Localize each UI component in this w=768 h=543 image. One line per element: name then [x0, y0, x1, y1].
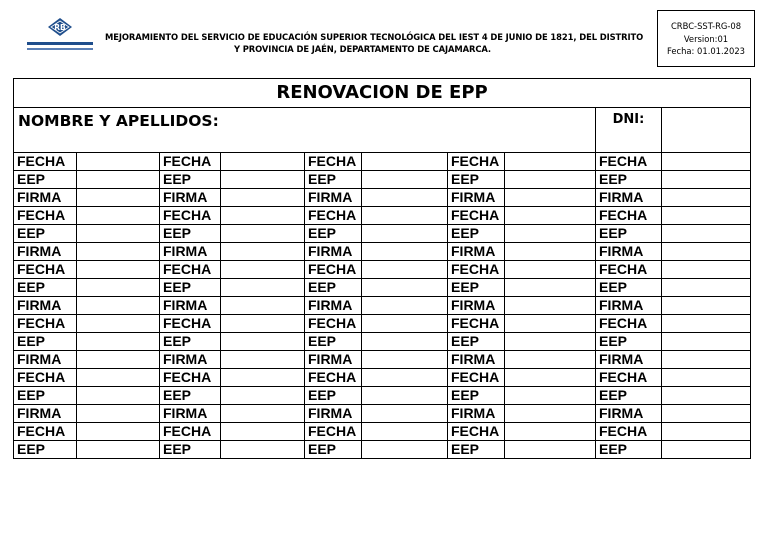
doc-code: CRBC-SST-RG-08: [670, 21, 742, 31]
entry-cell[interactable]: [77, 243, 160, 261]
entry-cell[interactable]: [662, 171, 751, 189]
row-label: FIRMA: [596, 405, 662, 423]
row-label: FECHA: [14, 369, 77, 387]
entry-cell[interactable]: [362, 387, 448, 405]
table-row: [14, 189, 751, 207]
entry-cell[interactable]: [362, 405, 448, 423]
entry-cell[interactable]: [662, 207, 751, 225]
entry-cell[interactable]: [362, 171, 448, 189]
table-row: [14, 423, 751, 441]
entry-cell[interactable]: [505, 189, 596, 207]
entry-cell[interactable]: [505, 207, 596, 225]
row-label: FECHA: [160, 369, 221, 387]
entry-cell[interactable]: [362, 225, 448, 243]
row-label: EEP: [14, 441, 77, 459]
row-label: FECHA: [160, 153, 221, 171]
row-label: FECHA: [448, 315, 505, 333]
row-label: EEP: [305, 279, 362, 297]
entry-cell[interactable]: [77, 261, 160, 279]
entry-cell[interactable]: [362, 369, 448, 387]
row-label: FIRMA: [596, 351, 662, 369]
row-label: EEP: [14, 333, 77, 351]
entry-cell[interactable]: [662, 261, 751, 279]
entry-cell[interactable]: [221, 297, 305, 315]
row-label: EEP: [160, 171, 221, 189]
row-label: FECHA: [14, 261, 77, 279]
row-label: FECHA: [305, 369, 362, 387]
entry-cell[interactable]: [505, 243, 596, 261]
entry-cell[interactable]: [221, 243, 305, 261]
row-label: FIRMA: [305, 243, 362, 261]
entry-cell[interactable]: [77, 171, 160, 189]
entry-cell[interactable]: [662, 225, 751, 243]
entry-cell[interactable]: [221, 225, 305, 243]
entry-cell[interactable]: [77, 279, 160, 297]
row-label: FECHA: [448, 207, 505, 225]
entry-cell[interactable]: [362, 261, 448, 279]
row-label: EEP: [596, 171, 662, 189]
entry-cell[interactable]: [505, 171, 596, 189]
row-label: FECHA: [596, 261, 662, 279]
entry-cell[interactable]: [221, 315, 305, 333]
entry-cell[interactable]: [662, 369, 751, 387]
row-label: FECHA: [596, 423, 662, 441]
entry-cell[interactable]: [362, 441, 448, 459]
table-row: [14, 207, 751, 225]
table-row: [14, 261, 751, 279]
row-label: FIRMA: [305, 189, 362, 207]
row-label: EEP: [305, 225, 362, 243]
table-row: [14, 369, 751, 387]
entry-cell[interactable]: [221, 261, 305, 279]
row-label: FIRMA: [305, 351, 362, 369]
entry-cell[interactable]: [505, 333, 596, 351]
row-label: FECHA: [160, 315, 221, 333]
entry-cell[interactable]: [362, 207, 448, 225]
table-row: [14, 243, 751, 261]
row-label: FIRMA: [448, 351, 505, 369]
row-label: FECHA: [596, 207, 662, 225]
row-label: FECHA: [305, 315, 362, 333]
table-row: [14, 387, 751, 405]
row-label: FIRMA: [160, 189, 221, 207]
entry-cell[interactable]: [505, 351, 596, 369]
entry-cell[interactable]: [505, 225, 596, 243]
entry-cell[interactable]: [221, 351, 305, 369]
row-label: FIRMA: [160, 243, 221, 261]
doc-date: Fecha: 01.01.2023: [667, 46, 745, 56]
row-label: FIRMA: [160, 351, 221, 369]
row-label: FECHA: [305, 423, 362, 441]
row-label: FECHA: [14, 153, 77, 171]
name-field[interactable]: [14, 108, 596, 153]
header-title-line-2: Y PROVINCIA DE JAÉN, DEPARTAMENTO DE CAJAMARCA.: [233, 44, 492, 54]
row-label: FIRMA: [448, 405, 505, 423]
dni-label: DNI:: [596, 108, 662, 153]
entry-cell[interactable]: [362, 297, 448, 315]
entry-cell[interactable]: [662, 423, 751, 441]
entry-cell[interactable]: [662, 297, 751, 315]
entry-cell[interactable]: [505, 315, 596, 333]
entry-cell[interactable]: [505, 441, 596, 459]
svg-text:RB: RB: [54, 23, 66, 32]
header-title-line-1: MEJORAMIENTO DEL SERVICIO DE EDUCACIÓN SUPERIOR TECNOLÓGICA DEL IEST 4 DE JUNIO DE 1821, DEL DISTRITO: [105, 32, 644, 42]
row-label: FECHA: [160, 207, 221, 225]
entry-cell[interactable]: [505, 261, 596, 279]
row-label: EEP: [596, 333, 662, 351]
row-label: EEP: [14, 171, 77, 189]
row-label: FIRMA: [448, 243, 505, 261]
row-label: FECHA: [160, 423, 221, 441]
entry-cell[interactable]: [362, 351, 448, 369]
row-label: FIRMA: [160, 297, 221, 315]
table-row: [14, 405, 751, 423]
entry-cell[interactable]: [221, 171, 305, 189]
company-logo-icon: [24, 16, 96, 56]
table-row: [14, 333, 751, 351]
table-row: [14, 351, 751, 369]
entry-cell[interactable]: [505, 279, 596, 297]
row-label: FECHA: [448, 369, 505, 387]
entry-cell[interactable]: [77, 351, 160, 369]
row-label: EEP: [305, 333, 362, 351]
row-label: FIRMA: [14, 297, 77, 315]
name-label: NOMBRE Y APELLIDOS:: [18, 112, 219, 130]
header-title: [105, 31, 644, 55]
row-label: FIRMA: [14, 243, 77, 261]
row-label: EEP: [305, 171, 362, 189]
entry-cell[interactable]: [221, 333, 305, 351]
entry-cell[interactable]: [77, 405, 160, 423]
row-label: FECHA: [596, 369, 662, 387]
table-row: [14, 225, 751, 243]
row-label: EEP: [448, 279, 505, 297]
entry-cell[interactable]: [662, 153, 751, 171]
row-label: EEP: [596, 225, 662, 243]
row-label: FECHA: [305, 153, 362, 171]
entry-cell[interactable]: [221, 423, 305, 441]
entry-cell[interactable]: [505, 297, 596, 315]
row-label: EEP: [305, 441, 362, 459]
epp-renewal-form: [13, 78, 751, 459]
row-label: EEP: [448, 333, 505, 351]
entry-cell[interactable]: [505, 387, 596, 405]
row-label: FIRMA: [448, 297, 505, 315]
row-label: FECHA: [14, 207, 77, 225]
table-row: [14, 315, 751, 333]
entry-cell[interactable]: [362, 423, 448, 441]
entry-cell[interactable]: [77, 315, 160, 333]
dni-field[interactable]: [662, 108, 751, 153]
row-label: EEP: [14, 387, 77, 405]
entry-cell[interactable]: [662, 189, 751, 207]
entry-cell[interactable]: [77, 423, 160, 441]
entry-cell[interactable]: [77, 333, 160, 351]
row-label: FIRMA: [596, 189, 662, 207]
entry-cell[interactable]: [77, 225, 160, 243]
entry-cell[interactable]: [221, 279, 305, 297]
row-label: EEP: [596, 387, 662, 405]
entry-cell[interactable]: [77, 189, 160, 207]
table-row: [14, 171, 751, 189]
entry-cell[interactable]: [662, 441, 751, 459]
entry-cell[interactable]: [221, 189, 305, 207]
row-label: FIRMA: [160, 405, 221, 423]
entry-cell[interactable]: [505, 405, 596, 423]
entry-cell[interactable]: [221, 369, 305, 387]
entry-cell[interactable]: [362, 315, 448, 333]
entry-cell[interactable]: [662, 279, 751, 297]
row-label: FIRMA: [14, 405, 77, 423]
row-label: EEP: [160, 441, 221, 459]
document-code-box: [657, 10, 755, 67]
entry-cell[interactable]: [77, 441, 160, 459]
entry-cell[interactable]: [362, 189, 448, 207]
entry-cell[interactable]: [662, 351, 751, 369]
entry-cell[interactable]: [77, 207, 160, 225]
entry-cell[interactable]: [662, 333, 751, 351]
entry-cell[interactable]: [221, 207, 305, 225]
row-label: FECHA: [596, 153, 662, 171]
row-label: FIRMA: [596, 243, 662, 261]
row-label: FIRMA: [596, 297, 662, 315]
row-label: FECHA: [448, 423, 505, 441]
table-row: [14, 279, 751, 297]
row-label: EEP: [596, 279, 662, 297]
entry-cell[interactable]: [362, 333, 448, 351]
row-label: EEP: [160, 333, 221, 351]
entry-cell[interactable]: [662, 387, 751, 405]
entry-cell[interactable]: [662, 405, 751, 423]
row-label: FIRMA: [448, 189, 505, 207]
row-label: FIRMA: [14, 351, 77, 369]
row-label: EEP: [448, 441, 505, 459]
entry-cell[interactable]: [505, 423, 596, 441]
row-label: EEP: [14, 225, 77, 243]
entry-cell[interactable]: [662, 315, 751, 333]
entry-cell[interactable]: [221, 405, 305, 423]
row-label: FECHA: [14, 423, 77, 441]
doc-version: Version:01: [683, 33, 729, 44]
entry-cell[interactable]: [362, 243, 448, 261]
row-label: EEP: [596, 441, 662, 459]
entry-cell[interactable]: [77, 369, 160, 387]
row-label: EEP: [14, 279, 77, 297]
entry-cell[interactable]: [505, 153, 596, 171]
table-row: [14, 153, 751, 171]
row-label: FIRMA: [305, 405, 362, 423]
entry-cell[interactable]: [77, 297, 160, 315]
entry-cell[interactable]: [77, 387, 160, 405]
row-label: FIRMA: [14, 189, 77, 207]
table-row: [14, 297, 751, 315]
entry-cell[interactable]: [362, 153, 448, 171]
row-label: EEP: [160, 279, 221, 297]
row-label: EEP: [448, 225, 505, 243]
row-label: FIRMA: [305, 297, 362, 315]
entry-cell[interactable]: [221, 441, 305, 459]
entry-cell[interactable]: [662, 243, 751, 261]
row-label: FECHA: [448, 261, 505, 279]
row-label: FECHA: [596, 315, 662, 333]
table-row: [14, 441, 751, 459]
row-label: EEP: [305, 387, 362, 405]
row-label: EEP: [448, 171, 505, 189]
row-label: FECHA: [160, 261, 221, 279]
form-title: RENOVACION DE EPP: [14, 79, 751, 108]
entry-cell[interactable]: [77, 153, 160, 171]
row-label: FECHA: [448, 153, 505, 171]
entry-cell[interactable]: [505, 369, 596, 387]
row-label: FECHA: [14, 315, 77, 333]
row-label: EEP: [160, 225, 221, 243]
entry-cell[interactable]: [221, 387, 305, 405]
entry-cell[interactable]: [362, 279, 448, 297]
row-label: EEP: [448, 387, 505, 405]
row-label: FECHA: [305, 261, 362, 279]
row-label: FECHA: [305, 207, 362, 225]
entry-cell[interactable]: [221, 153, 305, 171]
row-label: EEP: [160, 387, 221, 405]
